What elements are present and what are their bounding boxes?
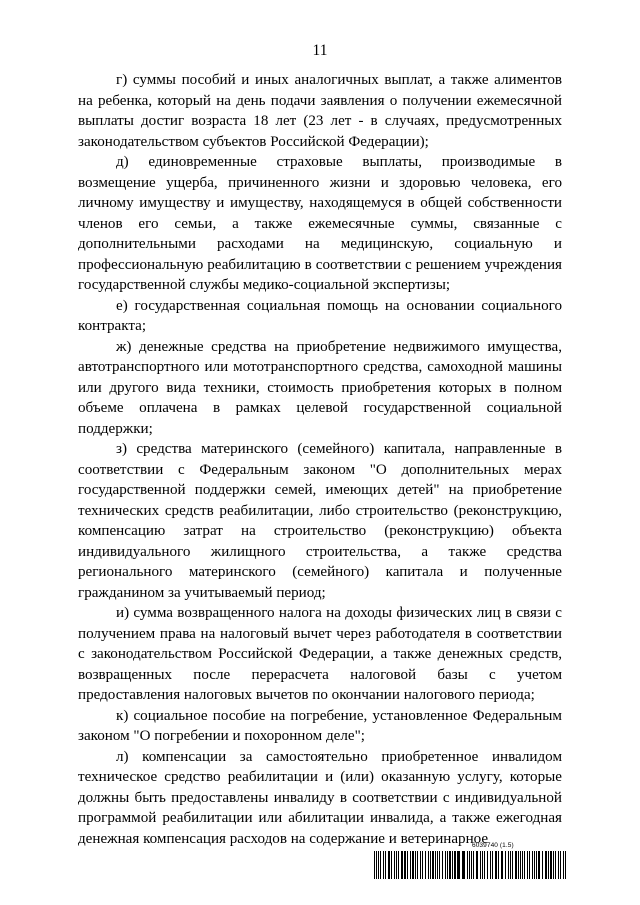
paragraph-d: д) единовременные страховые выплаты, производимые в возмещение ущерба, причиненного жизни и здоровью человека, его личному имуществу и имуществу, находящемуся в общей собственности членов его семьи, а также ежемесячные суммы, связанные с дополнительными расходами на медицинскую, социальную и профессиональную реабилитацию в соответствии с решением учреждения государственной службы медико-социальной экспертизы; (78, 154, 562, 293)
page-number: 11 (312, 42, 328, 59)
paragraph-k: к) социальное пособие на погребение, установленное Федеральным законом "О погребении и похоронном деле"; (78, 707, 562, 744)
document-code: 6039740 (1.5) (472, 842, 514, 849)
paragraph-e: е) государственная социальная помощь на основании социального контракта; (78, 297, 562, 334)
paragraph-l: л) компенсации за самостоятельно приобретенное инвалидом техническое средство реабилитации и (или) оказанную услугу, которые должны быть предоставлены инвалиду в соответствии с индивидуальной программой реабилитации или абилитации инвалида, а также ежегодная денежная компенсация расходов на содержание и ветеринарное (78, 748, 562, 847)
paragraph-z: з) средства материнского (семейного) капитала, направленные в соответствии с Федеральным законом "О дополнительных мерах государственной поддержки семей, имеющих детей" на приобретение технических средств реабилитации, либо строительство (реконструкцию, компенсацию затрат на строительство (реконструкцию) объекта индивидуального жилищного строительства, а также средства регионального материнского (семейного) капитала и полученные гражданином за учитываемый период; (78, 441, 562, 601)
paragraph-g: г) суммы пособий и иных аналогичных выплат, а также алиментов на ребенка, который на день подачи заявления о получении ежемесячной выплаты достиг возраста 18 лет (23 лет - в случаях, предусмотренных законодательством субъектов Российской Федерации); (78, 72, 562, 150)
paragraph-i: и) сумма возвращенного налога на доходы физических лиц в связи с получением права на налоговый вычет через работодателя в соответствии с законодательством Российской Федерации, а также денежных средств, возвращенных после перерасчета налоговой базы с учетом предоставления налоговых вычетов по окончании налогового периода; (78, 605, 562, 703)
document-body (78, 70, 562, 849)
barcode-image (374, 851, 566, 879)
paragraph-zh: ж) денежные средства на приобретение недвижимого имущества, автотранспортного или мототранспортного средства, самоходной машины или другого вида техники, стоимость приобретения которых в полном объеме оплачена в рамках целевой государственной социальной поддержки; (78, 338, 562, 437)
